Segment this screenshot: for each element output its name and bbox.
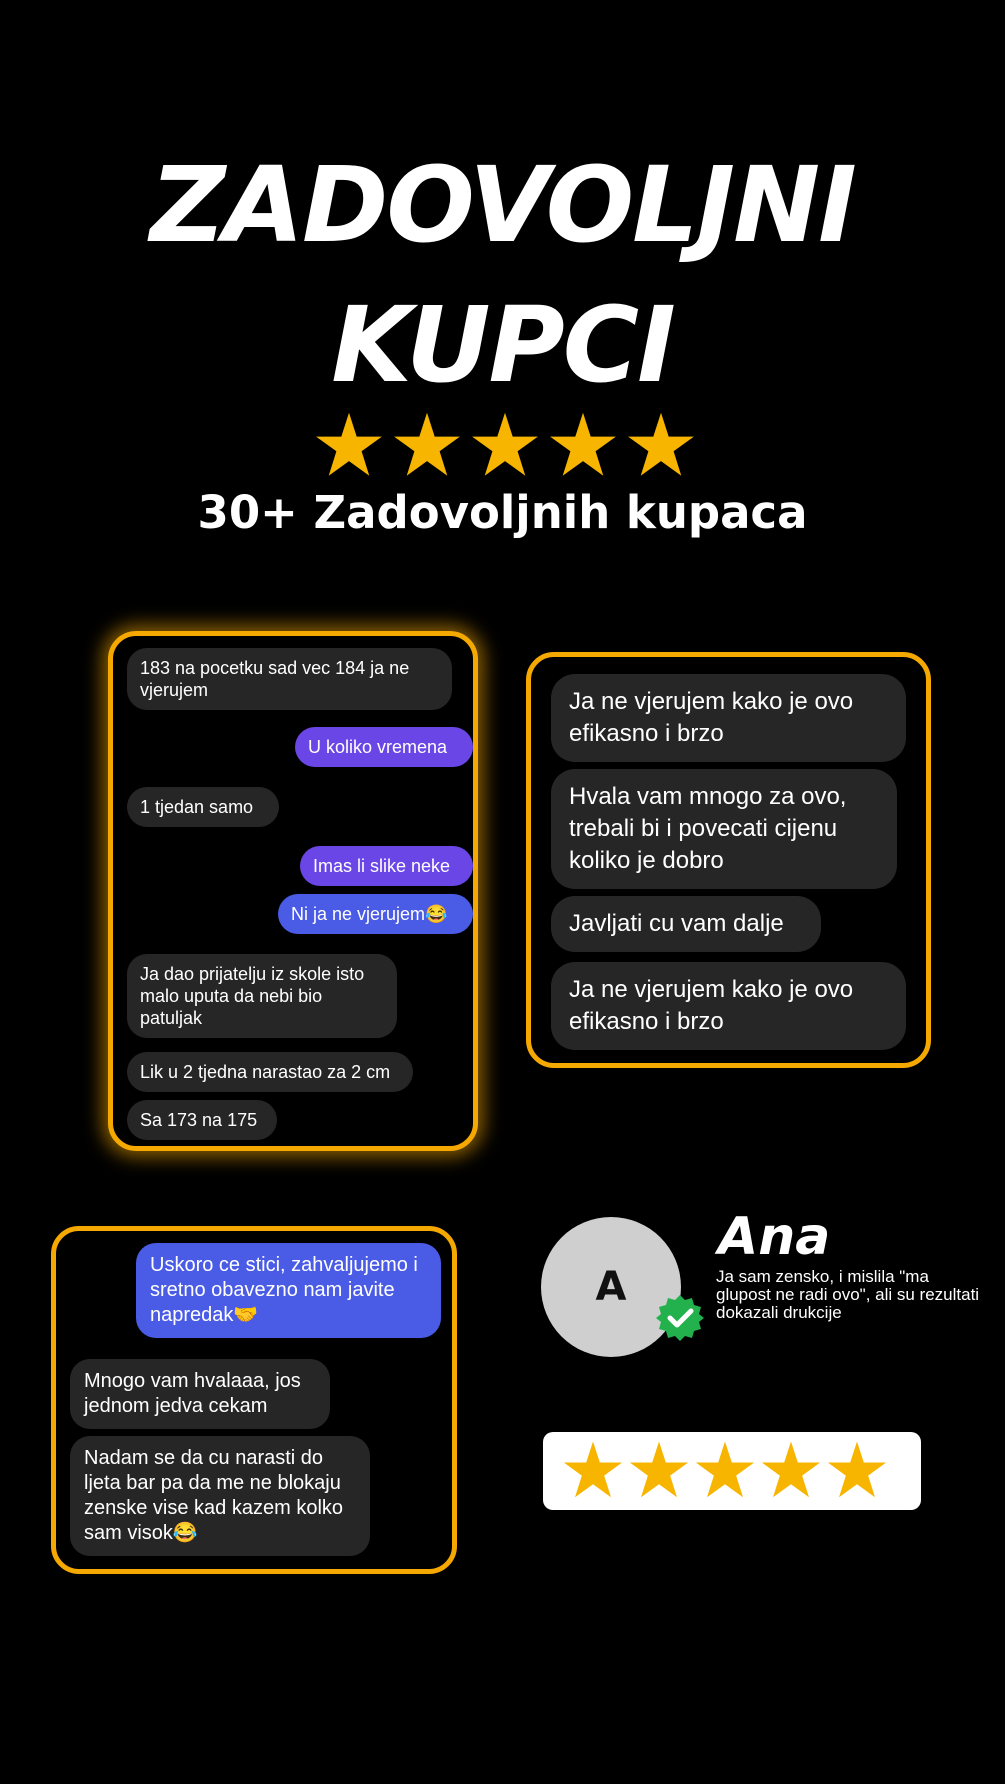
star-icon	[760, 1439, 822, 1501]
chat-message-incoming: Ja ne vjerujem kako je ovo efikasno i brzo	[551, 674, 906, 762]
chat-message-outgoing: U koliko vremena	[295, 727, 473, 767]
chat-message-incoming: 1 tjedan samo	[127, 787, 279, 827]
title-line-2: KUPCI	[331, 284, 674, 406]
chat-screenshot-1	[108, 631, 478, 1151]
reviewer-name: Ana	[718, 1207, 831, 1267]
avatar-letter: A	[595, 1264, 627, 1310]
chat-message-incoming: Sa 173 na 175	[127, 1100, 277, 1140]
star-icon	[314, 410, 384, 480]
check-badge-icon	[655, 1293, 705, 1343]
chat-message-incoming: Mnogo vam hvalaaa, jos jednom jedva cekam	[70, 1359, 330, 1429]
chat-screenshot-3	[51, 1226, 457, 1574]
star-icon	[826, 1439, 888, 1501]
top-star-rating	[314, 410, 696, 480]
star-icon	[628, 1439, 690, 1501]
subtitle: 30+ Zadovoljnih kupaca	[197, 486, 808, 539]
star-icon	[470, 410, 540, 480]
chat-message-incoming: 183 na pocetku sad vec 184 ja ne vjerujem	[127, 648, 452, 710]
chat-message-outgoing: Imas li slike neke	[300, 846, 473, 886]
chat-message-incoming: Ja ne vjerujem kako je ovo efikasno i brzo	[551, 962, 906, 1050]
chat-message-outgoing: Uskoro ce stici, zahvaljujemo i sretno obavezno nam javite napredak🤝	[136, 1243, 441, 1338]
chat-message-incoming: Hvala vam mnogo za ovo, trebali bi i povecati cijenu koliko je dobro	[551, 769, 897, 889]
review-quote: Ja sam zensko, i mislila "ma glupost ne radi ovo", ali su rezultati dokazali drukcije	[716, 1267, 980, 1322]
star-icon	[626, 410, 696, 480]
chat-message-outgoing: Ni ja ne vjerujem😂	[278, 894, 473, 934]
star-icon	[548, 410, 618, 480]
chat-message-incoming: Ja dao prijatelju iz skole isto malo uputa da nebi bio patuljak	[127, 954, 397, 1038]
chat-message-incoming: Lik u 2 tjedna narastao za 2 cm	[127, 1052, 413, 1092]
star-icon	[562, 1439, 624, 1501]
chat-message-incoming: Nadam se da cu narasti do ljeta bar pa da me ne blokaju zenske vise kad kazem kolko sam visok😂	[70, 1436, 370, 1556]
review-star-rating	[562, 1439, 888, 1501]
title-line-1: ZADOVOLJNI	[150, 144, 855, 266]
chat-message-incoming: Javljati cu vam dalje	[551, 896, 821, 952]
star-icon	[694, 1439, 756, 1501]
star-icon	[392, 410, 462, 480]
chat-screenshot-2	[526, 652, 931, 1068]
